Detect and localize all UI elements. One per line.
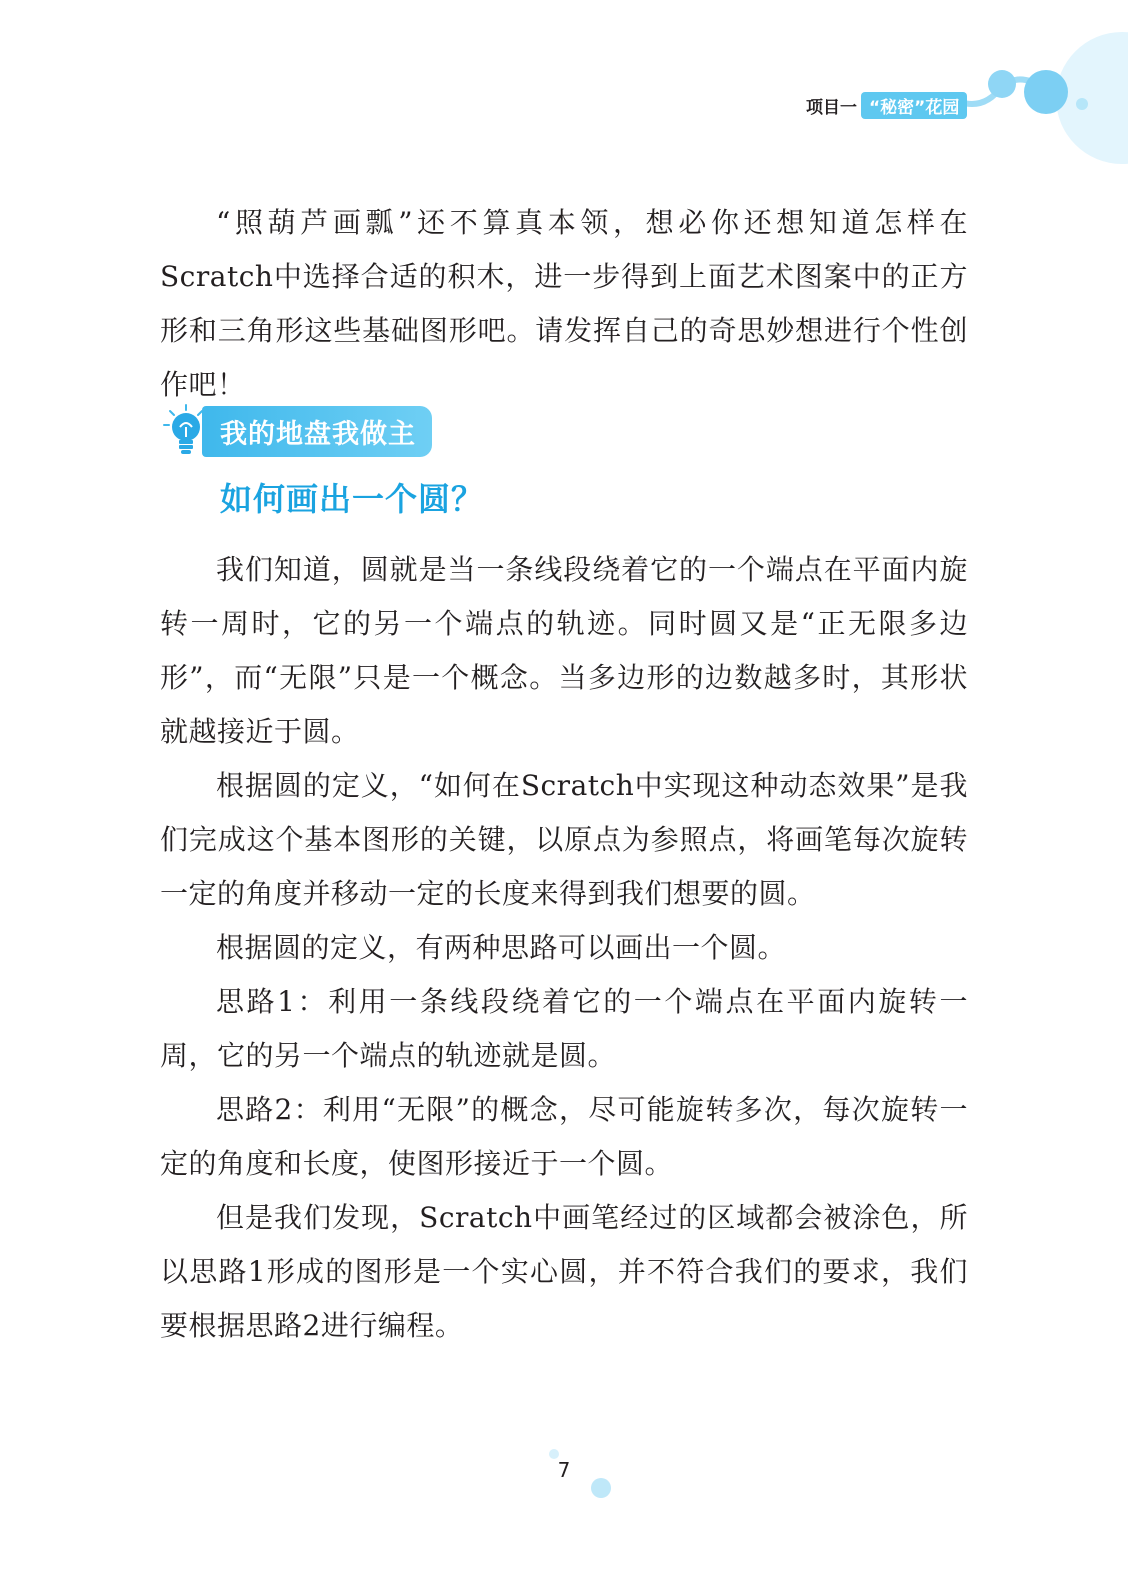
header-bubble-decoration	[940, 0, 1128, 170]
lightbulb-icon	[162, 403, 210, 459]
body-paragraph-2: 根据圆的定义，“如何在Scratch中实现这种动态效果”是我们完成这个基本图形的关键，以原点为参照点，将画笔每次旋转一定的角度并移动一定的长度来得到我们想要的圆。	[160, 769, 968, 910]
intro-paragraph: “照葫芦画瓢”还不算真本领，想必你还想知道怎样在Scratch中选择合适的积木，进一步得到上面艺术图案中的正方形和三角形这些基础图形吧。请发挥自己的奇思妙想进行个性创作吧！	[160, 206, 968, 401]
body-paragraph-6: 但是我们发现，Scratch中画笔经过的区域都会被涂色，所以思路1形成的图形是一个实心圆，并不符合我们的要求，我们要根据思路2进行编程。	[160, 1201, 968, 1342]
body-paragraph-5: 思路2：利用“无限”的概念，尽可能旋转多次，每次旋转一定的角度和长度，使图形接近于一个圆。	[160, 1093, 968, 1180]
body-paragraph-4: 思路1：利用一条线段绕着它的一个端点在平面内旋转一周，它的另一个端点的轨迹就是圆。	[160, 985, 968, 1072]
body-paragraph-1: 我们知道，圆就是当一条线段绕着它的一个端点在平面内旋转一周时，它的另一个端点的轨迹。同时圆又是“正无限多边形”，而“无限”只是一个概念。当多边形的边数越多时，其形状就越接近于圆。	[160, 553, 968, 748]
section-badge-label: 我的地盘我做主	[202, 406, 432, 457]
page-number: 7	[557, 1458, 571, 1482]
section-heading: 如何画出一个圆？	[220, 480, 485, 518]
header-chapter-tag: “秘密”花园	[861, 92, 967, 119]
body-paragraph-3: 根据圆的定义，有两种思路可以画出一个圆。	[216, 931, 787, 964]
running-header	[806, 92, 967, 118]
header-project-label: 项目一	[806, 97, 857, 118]
section-badge	[162, 406, 432, 456]
